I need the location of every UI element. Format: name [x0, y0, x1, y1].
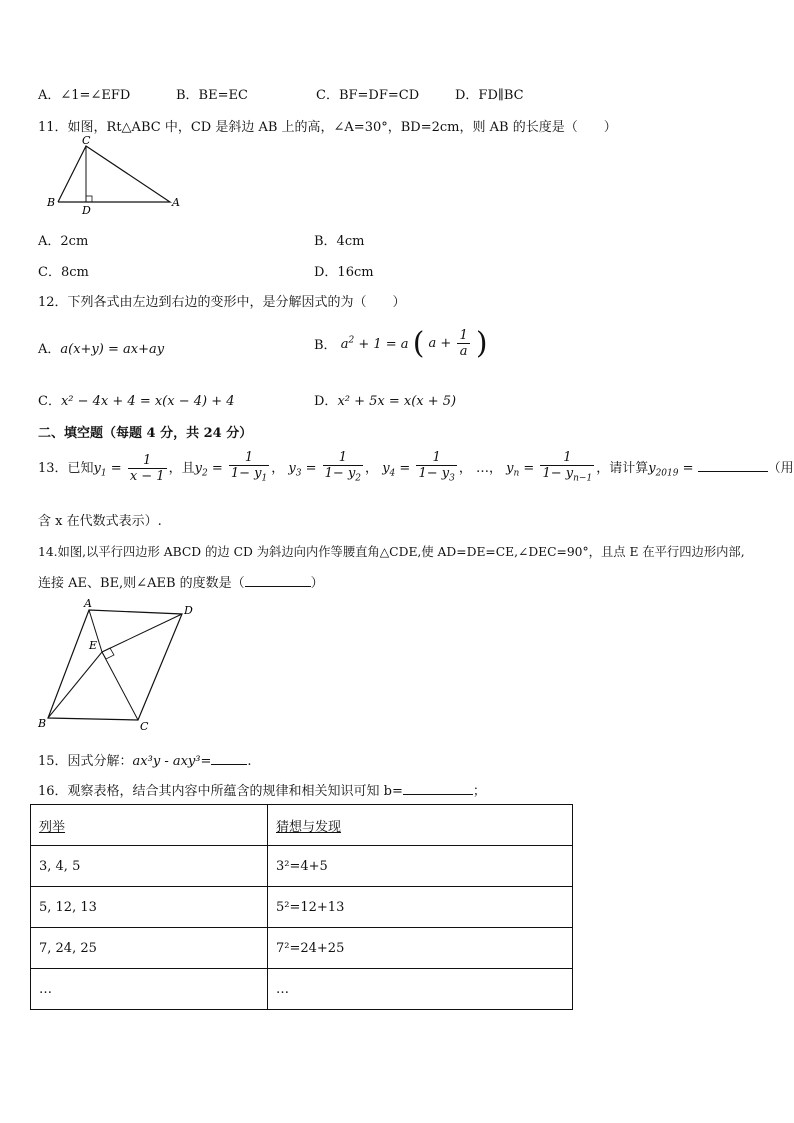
q13-ask: ，请计算 — [596, 460, 649, 476]
q14-line2 — [38, 572, 324, 591]
q10-option-d: D．FD∥BC — [455, 88, 524, 103]
q13-ellipsis: …， — [475, 460, 502, 476]
q13-line2: 含 x 在代数式表示）. — [38, 514, 162, 529]
q13-stem: 13．已知$y_1$ = $\frac{1}{x - 1}$ ，且$y_2$ = $\frac{1}{1- y_1}$ ， $y_3$ = $\frac{1}{1- y_2}$ ， $y_4$ = $\frac{1}{1- y_3}$ ， …， $y_n$ = $\frac{1}{1- y_{n-1}}$ ，请计算$y_{2019}$ = （用 — [38, 450, 794, 484]
table-cell: 5²=12+13 — [268, 887, 573, 928]
q11-option-d: D．16cm — [314, 265, 374, 280]
q11-option-b: B．4cm — [314, 234, 365, 249]
label-a: A — [84, 597, 92, 610]
q13-tail: （用 — [767, 460, 794, 476]
parallelogram-abcd — [48, 610, 182, 720]
q13-sep-2: ， — [365, 460, 379, 476]
q14-line2-pre: 连接 AE、BE,则∠AEB 的度数是（ — [38, 576, 245, 591]
q13-and: ，且 — [168, 460, 195, 476]
table-cell: 5, 12, 13 — [31, 887, 268, 928]
q11-stem: 11．如图，Rt△ABC 中，CD 是斜边 AB 上的高，∠A=30°，BD=2cm，则 AB 的长度是（ ） — [38, 120, 617, 135]
label-e: E — [89, 639, 98, 652]
q11-option-c: C．8cm — [38, 265, 89, 280]
table-row — [31, 887, 573, 928]
q15-tail: . — [247, 754, 252, 769]
label-a: A — [172, 196, 180, 209]
segment-be — [48, 652, 102, 718]
q13-sep-3: ， — [458, 460, 472, 476]
q12-c-prefix: C． — [38, 394, 61, 409]
q14-line1: 14.如图,以平行四边形 ABCD 的边 CD 为斜边向内作等腰直角△CDE,使 AD=DE=CE,∠DEC=90°，且点 E 在平行四边形内部, — [38, 545, 745, 559]
table-cell: 7, 24, 25 — [31, 928, 268, 969]
q12-b-prefix: B． — [314, 338, 337, 353]
q10-option-c: C．BF=DF=CD — [316, 88, 420, 103]
table-header-cell: 猜想与发现 — [268, 805, 573, 846]
table-cell: … — [31, 969, 268, 1010]
q13-sep-1: ， — [271, 460, 285, 476]
label-d: D — [82, 204, 91, 216]
q16-stem-pre: 16．观察表格，结合其内容中所蕴含的规律和相关知识可知 b= — [38, 784, 403, 799]
q15-answer-blank[interactable] — [211, 752, 247, 765]
q14-line2-post: ） — [310, 576, 324, 591]
q15-expr: ax³y - axy³= — [132, 754, 212, 769]
table-header-cell: 列举 — [31, 805, 268, 846]
label-b: B — [47, 196, 56, 209]
q12-d-expr: x² + 5x = x(x + 5) — [337, 394, 457, 409]
table-cell: 3²=4+5 — [268, 846, 573, 887]
label-c: C — [140, 720, 149, 733]
q13-answer-blank[interactable] — [698, 459, 768, 472]
q12-option-b: B． $a^2 + 1 = a$ ( a + $\frac{1}{a}$ ) — [314, 326, 488, 361]
q13-prefix: 13．已知 — [38, 460, 94, 476]
table-cell: … — [268, 969, 573, 1010]
label-c: C — [82, 136, 91, 147]
table-row — [31, 846, 573, 887]
q11-triangle-figure — [44, 136, 184, 216]
q12-c-expr: x² − 4x + 4 = x(x − 4) + 4 — [60, 394, 235, 409]
table-row — [31, 928, 573, 969]
label-b: B — [38, 717, 47, 730]
q14-parallelogram-figure — [34, 596, 204, 736]
table-cell: 3, 4, 5 — [31, 846, 268, 887]
q12-a-expr: a(x+y) = ax+ay — [60, 342, 165, 357]
q12-a-prefix: A． — [38, 342, 61, 357]
segment-de — [102, 614, 182, 652]
label-d: D — [184, 604, 193, 617]
q12-option-c — [38, 390, 235, 409]
section-2-heading: 二、填空题（每题 4 分，共 24 分） — [38, 426, 253, 441]
segment-ce — [102, 652, 138, 720]
q12-stem: 12．下列各式由左边到右边的变形中，是分解因式的为（ ） — [38, 295, 406, 310]
q15-stem — [38, 750, 252, 769]
q10-option-a: A．∠1=∠EFD — [38, 88, 131, 103]
q14-answer-blank[interactable] — [245, 574, 311, 587]
triangle-abc — [58, 146, 170, 202]
table-header-row — [31, 805, 573, 846]
q16-table — [30, 804, 573, 1010]
q16-stem-post: ； — [472, 784, 486, 799]
q16-answer-blank[interactable] — [403, 782, 473, 795]
q12-d-prefix: D． — [314, 394, 338, 409]
table-cell: 7²=24+25 — [268, 928, 573, 969]
q10-option-b: B．BE=EC — [176, 88, 248, 103]
q12-option-a — [38, 338, 164, 357]
q12-option-d — [314, 390, 456, 409]
q15-prefix: 15．因式分解： — [38, 754, 133, 769]
table-row — [31, 969, 573, 1010]
q11-option-a: A．2cm — [38, 234, 89, 249]
right-angle-mark — [86, 196, 92, 202]
q16-stem — [38, 780, 486, 799]
